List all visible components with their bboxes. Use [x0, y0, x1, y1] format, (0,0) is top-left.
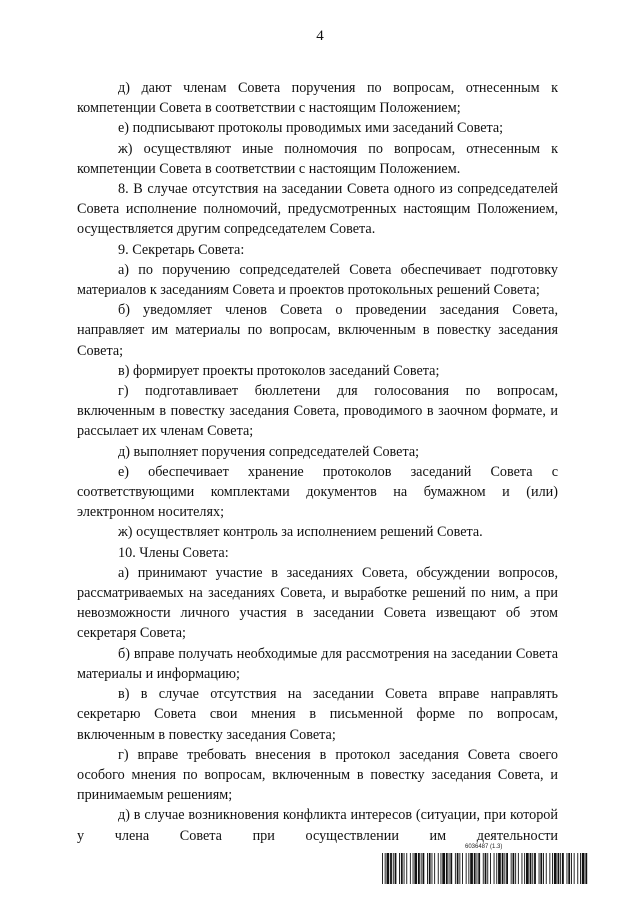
barcode-label: 6036487 (1.3) [465, 844, 503, 850]
paragraph: б) уведомляет членов Совета о проведении заседания Совета, направляет им материалы по вопросам, включенным в повестку заседания Совета; [77, 302, 558, 359]
section-heading: 9. Секретарь Совета: [118, 241, 245, 258]
paragraph: д) выполняет поручения сопредседателей Совета; [118, 443, 420, 460]
paragraph: в) в случае отсутствия на заседании Совета вправе направлять секретарю Совета свои мнения в письменной форме по вопросам, включенным в повестку заседания Совета; [77, 686, 558, 743]
paragraph: ж) осуществляет контроль за исполнением решений Совета. [118, 524, 483, 541]
page-number: 4 [316, 28, 324, 44]
paragraph: б) вправе получать необходимые для рассмотрения на заседании Совета материалы и информацию; [77, 645, 558, 682]
paragraph-continued: д) в случае возникновения конфликта интересов (ситуации, при которой у члена Совета при осуществлении им деятельности [77, 807, 558, 844]
paragraph: а) по поручению сопредседателей Совета обеспечивает подготовку материалов к заседаниям Совета и проектов протокольных решений Совета; [77, 261, 558, 299]
paragraph: в) формирует проекты протоколов заседаний Совета; [118, 362, 440, 379]
paragraph: е) подписывают протоколы проводимых ими заседаний Совета; [118, 120, 504, 137]
paragraph: г) подготавливает бюллетени для голосования по вопросам, включенным в повестку заседания Совета, проводимого в заочном формате, и рассылает их членам Совета; [77, 383, 558, 440]
document-body [77, 78, 558, 846]
paragraph: г) вправе требовать внесения в протокол заседания Совета своего особого мнения по вопросам, включенным в повестку заседания Совета, и принимаемым решениям; [77, 746, 558, 804]
paragraph: а) принимают участие в заседаниях Совета, обсуждении вопросов, рассматриваемых на заседаниях Совета, и выработке решений по ним, а при невозможности личного участия в заседании Совета извещают об этом секретаря Совета; [77, 564, 558, 642]
barcode-image [382, 853, 590, 884]
paragraph: е) обеспечивает хранение протоколов заседаний Совета с соответствующими комплектами документов на бумажном и (или) электронном носителях; [77, 463, 558, 521]
section-heading: 10. Члены Совета: [118, 544, 229, 561]
paragraph: д) дают членам Совета поручения по вопросам, отнесенным к компетенции Совета в соответствии с настоящим Положением; [77, 80, 558, 117]
paragraph: ж) осуществляют иные полномочия по вопросам, отнесенным к компетенции Совета в соответствии с настоящим Положением. [77, 140, 558, 177]
paragraph: 8. В случае отсутствия на заседании Совета одного из сопредседателей Совета исполнение полномочий, предусмотренных настоящим Положением, осуществляется другим сопредседателем Совета. [77, 181, 558, 238]
document-barcode [382, 844, 590, 884]
